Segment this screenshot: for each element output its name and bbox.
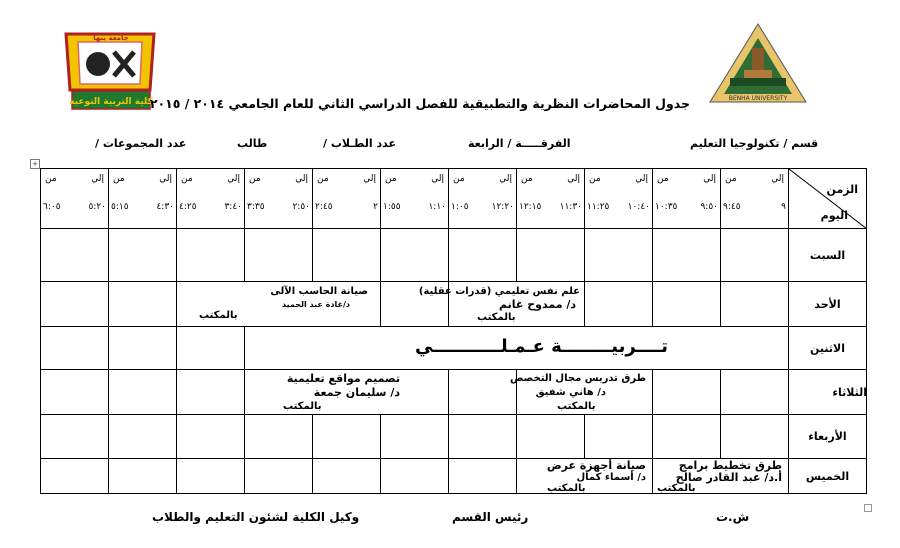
groups-count-label: عدد المجموعات / bbox=[95, 137, 187, 150]
time-slot-10: من إلي ٥:١٥ ٤:٣٠ bbox=[109, 169, 177, 229]
time-slot-8: من إلي ٣:٣٥ ٢:٥٠ bbox=[245, 169, 313, 229]
location: بالمكتب bbox=[477, 312, 516, 323]
time-axis-label: الزمن bbox=[826, 183, 858, 196]
university-logo-text: BENHA UNIVERSITY bbox=[728, 95, 788, 102]
location: بالمكتب bbox=[547, 483, 586, 494]
day-axis-label: اليوم bbox=[820, 209, 848, 222]
page-title: جدول المحاضرات النظرية والتطبيقية للفصل الدراسي الثاني للعام الجامعي ٢٠١٤ / ٢٠١٥ bbox=[149, 96, 690, 111]
monday-practical-education-cell bbox=[245, 327, 789, 370]
time-slot-11: من إلي ٦:٠٥ ٥:٢٠ bbox=[41, 169, 109, 229]
time-slot-5: من إلي ١:٠٥ ١٢:٢٠ bbox=[449, 169, 517, 229]
thursday-program-planning-cell bbox=[653, 459, 789, 494]
course-name: علم نفس تعليمي (قدرات عقلية) bbox=[418, 286, 580, 297]
lecturer-name: د/غادة عبد الحميد bbox=[281, 300, 350, 309]
time-slot-4: من إلي ١٢:١٥ ١١:٣٠ bbox=[517, 169, 585, 229]
time-slot-6: من إلي ١:٥٥ ١:١٠ bbox=[381, 169, 449, 229]
course-name: صيانة أجهزة عرض bbox=[546, 459, 646, 472]
tuesday-teaching-methods-cell bbox=[509, 370, 653, 415]
lecturer-name: أ.د/ عبد القادر صالح bbox=[675, 471, 782, 484]
time-slot-7: من إلي ٢:٤٥ ٢ bbox=[313, 169, 381, 229]
department-head-signature: رئيس القسم bbox=[452, 510, 529, 524]
lecturer-name: د/ ممدوح غانم bbox=[498, 298, 576, 311]
day-wednesday: الأربعاء bbox=[789, 415, 867, 459]
university-logo bbox=[706, 18, 810, 108]
faculty-logo bbox=[58, 28, 162, 118]
practical-education-label: تــــربيــــــــة عـمـلـــــــــــي bbox=[415, 336, 668, 357]
thursday-projectors-maintenance-cell bbox=[517, 459, 653, 494]
lecturer-name: د/ هاني شفيق bbox=[535, 387, 606, 398]
course-name: صيانة الحاسب الآلى bbox=[270, 286, 368, 297]
table-cell bbox=[449, 370, 517, 415]
department-label: قسم / تكنولوجيا التعليم bbox=[690, 137, 819, 150]
day-monday: الاثنين bbox=[789, 327, 867, 370]
table-row bbox=[41, 415, 867, 459]
schedule-table bbox=[40, 168, 867, 494]
year-label: الفرقـــــة / الرابعة bbox=[468, 137, 571, 150]
students-count-label: عدد الطـلاب / bbox=[323, 137, 396, 150]
faculty-logo-title: جامعة بنها bbox=[93, 34, 129, 42]
table-move-handle-icon[interactable]: + bbox=[30, 159, 40, 169]
scheduler-signature: ش.ت bbox=[716, 510, 750, 524]
time-slot-2: من إلي ١٠:٣٥ ٩:٥٠ bbox=[653, 169, 721, 229]
table-row: تصميم مواقع تعليمية د/ سليمان جمعة بالمكتب طرق تدريس مجال التخصص د/ هاني شفيق بالمكتب الثلاثاء bbox=[41, 370, 867, 415]
location: بالمكتب bbox=[283, 401, 322, 412]
corner-header bbox=[789, 169, 867, 229]
day-saturday: السبت bbox=[789, 229, 867, 282]
faculty-logo-banner: كلية التربية النوعية bbox=[69, 97, 153, 107]
location: بالمكتب bbox=[557, 401, 596, 412]
location: بالمكتب bbox=[657, 483, 696, 494]
tuesday-web-design-cell bbox=[245, 370, 449, 415]
lecturer-name: د/ سليمان جمعة bbox=[313, 386, 400, 399]
course-name: طرق تدريس مجال التخصص bbox=[509, 373, 646, 384]
vice-dean-signature: وكيل الكلية لشئون التعليم والطلاب bbox=[152, 510, 360, 524]
course-name: طرق تخطيط برامج bbox=[678, 459, 782, 472]
location: بالمكتب bbox=[199, 310, 238, 321]
sunday-computer-maintenance-cell bbox=[177, 282, 381, 327]
time-slot-9: من إلي ٤:٢٥ ٣:٤٠ bbox=[177, 169, 245, 229]
table-row bbox=[41, 229, 867, 282]
course-name: تصميم مواقع تعليمية bbox=[286, 372, 400, 385]
table-row bbox=[41, 459, 867, 494]
student-label: طالب bbox=[237, 137, 268, 150]
time-slot-3: من إلي ١١:٢٥ ١٠:٤٠ bbox=[585, 169, 653, 229]
sunday-psychology-cell bbox=[418, 282, 585, 327]
time-header-row bbox=[41, 169, 867, 229]
table-row bbox=[41, 327, 867, 370]
day-thursday: الخميس bbox=[789, 459, 867, 494]
table-row bbox=[41, 282, 867, 327]
day-sunday: الأحد bbox=[789, 282, 867, 327]
table-resize-handle-icon[interactable] bbox=[864, 504, 872, 512]
time-slot-1: من إلي ٩:٤٥ ٩ bbox=[721, 169, 789, 229]
lecturer-name: د/ أسماء كمال bbox=[576, 472, 646, 483]
